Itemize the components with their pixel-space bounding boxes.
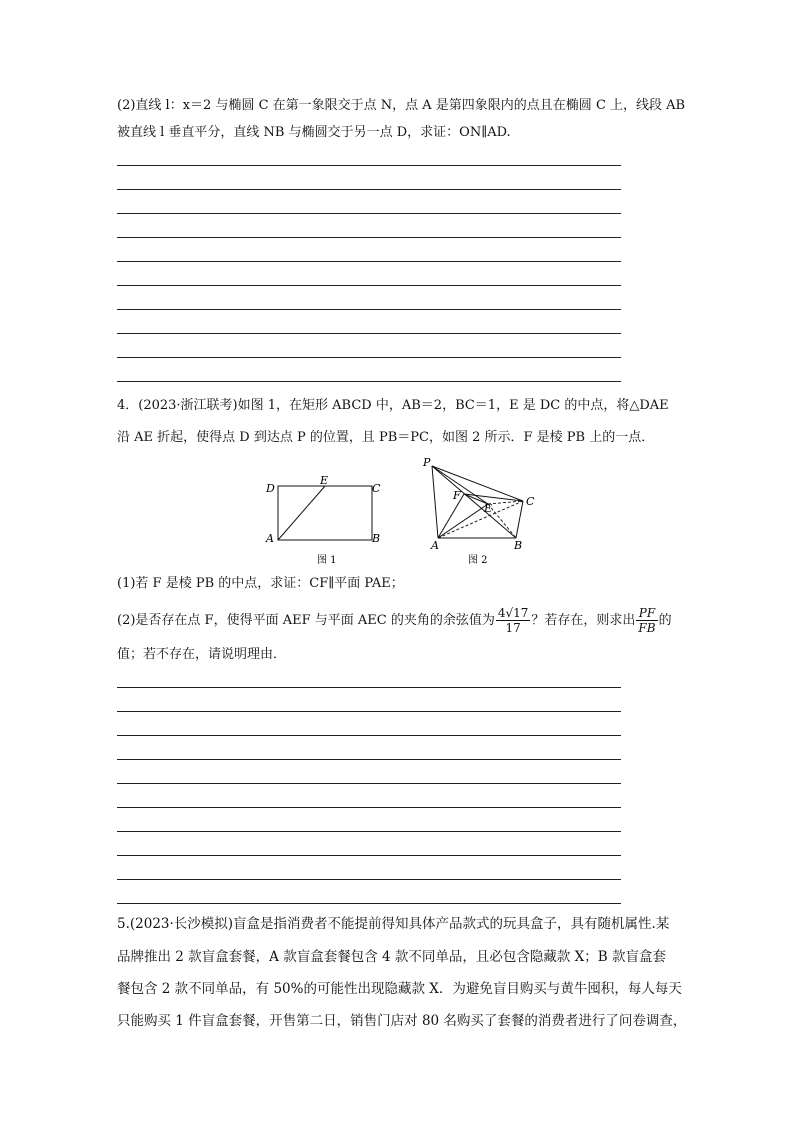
figure-2-folded <box>420 456 545 568</box>
cosine-fraction <box>496 606 531 635</box>
q4-part2-text-c: 的 <box>658 613 672 628</box>
q4-part2-text-a: (2)是否存在点 F，使得平面 AEF 与平面 AEC 的夹角的余弦值为 <box>117 613 495 628</box>
figure-1-rectangle <box>262 474 387 569</box>
cosine-denominator: 17 <box>505 621 521 635</box>
q4-part1: (1)若 F 是棱 PB 的中点，求证：CF∥平面 PAE； <box>117 576 404 591</box>
ratio-numerator: PF <box>636 606 657 621</box>
fig1-label-b: B <box>372 532 381 545</box>
fig2-label-p: P <box>423 456 431 469</box>
q4-part2-text-b: ？若存在，则求出 <box>531 613 636 628</box>
fig2-caption: 图 2 <box>468 555 488 566</box>
fig2-label-c: C <box>526 495 535 508</box>
q5-line3: 餐包含 2 款不同单品，有 50%的可能性出现隐藏款 X．为避免盲目购买与黄牛囤积，每人每天 <box>117 981 682 997</box>
fig1-label-c: C <box>372 482 381 495</box>
fig1-caption: 图 1 <box>317 555 337 566</box>
q3-part2-line1: (2)直线 l：x＝2 与椭圆 C 在第一象限交于点 N，点 A 是第四象限内的点且在椭圆 C 上，线段 AB <box>117 98 686 113</box>
q4-part2-line2: 值；若不存在，请说明理由． <box>117 647 287 662</box>
q4-part2-line1 <box>117 603 682 639</box>
fig2-label-a: A <box>431 539 439 552</box>
q5-line2: 品牌推出 2 款盲盒套餐，A 款盲盒套餐包含 4 款不同单品，且必包含隐藏款 X；B 款盲盒套 <box>117 949 666 965</box>
ratio-fraction <box>636 606 657 635</box>
fig1-label-d: D <box>266 482 275 495</box>
fig2-label-e: E <box>484 502 493 515</box>
fig2-label-b: B <box>514 539 523 552</box>
q3-part2-line2: 被直线 l 垂直平分，直线 NB 与椭圆交于另一点 D，求证：ON∥AD. <box>117 125 511 140</box>
q5-line4: 只能购买 1 件盲盒套餐，开售第二日，销售门店对 80 名购买了套餐的消费者进行了问卷调查， <box>117 1013 687 1029</box>
q4-line1: 4．(2023·浙江联考)如图 1，在矩形 ABCD 中，AB＝2，BC＝1，E 是 DC 的中点，将△DAE <box>117 398 669 413</box>
ratio-denominator: FB <box>638 621 656 635</box>
fig1-label-e: E <box>320 474 329 487</box>
cosine-numerator: 4√17 <box>497 606 529 620</box>
q4-line2: 沿 AE 折起，使得点 D 到达点 P 的位置，且 PB＝PC，如图 2 所示．F 是棱 PB 上的一点． <box>117 430 655 445</box>
q5-line1: 5.(2023·长沙模拟)盲盒是指消费者不能提前得知具体产品款式的玩具盒子，具有随机属性.某 <box>117 916 670 932</box>
fig2-label-f: F <box>453 489 461 502</box>
fig1-label-a: A <box>266 532 274 545</box>
